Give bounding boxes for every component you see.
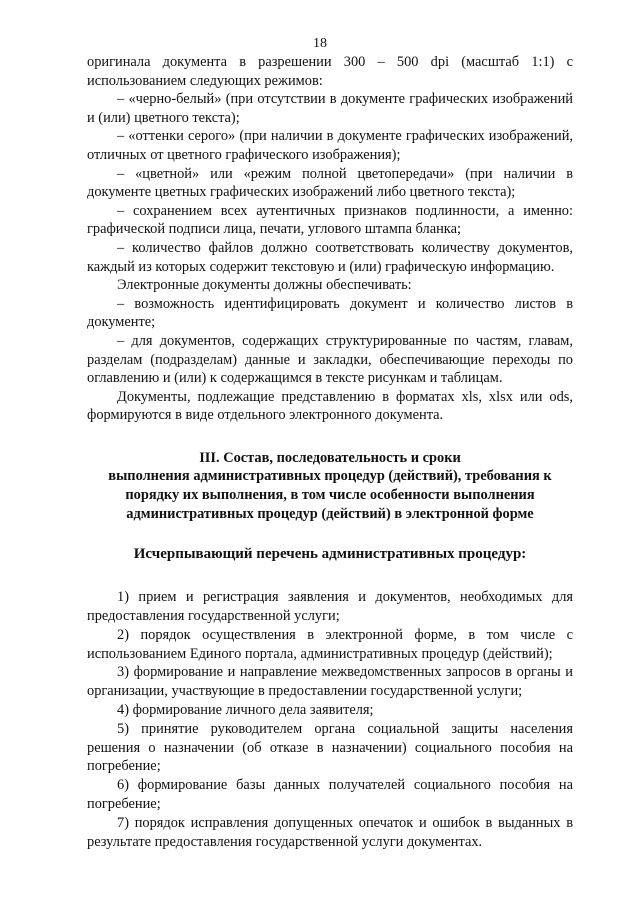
page-content xyxy=(87,53,573,851)
paragraph-authenticity: – сохранением всех аутентичных признаков подлинности, а именно: графической подписи лица, печати, углового штампа бланка; xyxy=(87,202,573,238)
procedure-item: 3) формирование и направление межведомственных запросов в органы и организации, участвующие в предоставлении государственной услуги; xyxy=(87,664,573,700)
paragraph-mode-grayscale: – «оттенки серого» (при наличии в документе графических изображений, отличных от цветного графического изображения); xyxy=(87,128,573,163)
paragraph-file-count: – количество файлов должно соответствовать количеству документов, каждый из которых содержит текстовую и (или) графическую информацию. xyxy=(87,239,573,275)
paragraph-scan-resolution: оригинала документа в разрешении 300 – 500 dpi (масштаб 1:1) с использованием следующих режимов: xyxy=(87,54,573,89)
paragraph-spreadsheet-formats: Документы, подлежащие представлению в форматах xls, xlsx или ods, формируются в виде отдельного электронного документа. xyxy=(87,388,573,424)
section-heading-line: выполнения административных процедур (действий), требования к xyxy=(108,468,552,485)
paragraph-mode-black-white: – «черно-белый» (при отсутствии в документе графических изображений и (или) цветного текста); xyxy=(87,91,573,126)
procedures-list xyxy=(87,588,573,851)
procedure-item: 1) прием и регистрация заявления и документов, необходимых для предоставления государственной услуги; xyxy=(87,589,573,625)
procedure-item: 6) формирование базы данных получателей социального пособия на погребение; xyxy=(87,777,573,813)
procedure-item: 7) порядок исправления допущенных опечаток и ошибок в выданных в результате предоставления государственной услуги документах. xyxy=(87,814,573,850)
page-number: 18 xyxy=(313,36,327,51)
paragraph-mode-color: – «цветной» или «режим полной цветопередачи» (при наличии в документе цветных графических изображений либо цветного текста); xyxy=(87,165,573,201)
procedure-item: 4) формирование личного дела заявителя; xyxy=(117,702,374,719)
section-heading-line: III. Состав, последовательность и сроки xyxy=(199,449,461,466)
section-heading-line: административных процедур (действий) в электронной форме xyxy=(126,505,534,522)
procedure-item: 5) принятие руководителем органа социальной защиты населения решения о назначении (об отказе в назначении) социального пособия на погребение; xyxy=(87,720,573,775)
paragraph-electronic-docs: Электронные документы должны обеспечивать: xyxy=(117,277,412,294)
section-heading xyxy=(87,449,573,523)
paragraph-structured-documents: – для документов, содержащих структурированные по частям, главам, разделам (подразделам) данные и закладки, обеспечивающие переходы по оглавлению и (или) к содержащимся в тексте рисункам и таблицам. xyxy=(87,332,573,387)
procedure-item: 2) порядок осуществления в электронной форме, в том числе с использованием Единого портала, административных процедур (действий); xyxy=(87,626,573,662)
paragraph-identify-document: – возможность идентифицировать документ и количество листов в документе; xyxy=(87,295,573,331)
section-heading-line: порядку их выполнения, в том числе особенности выполнения xyxy=(125,487,535,504)
procedures-subheading: Исчерпывающий перечень административных процедур: xyxy=(133,546,527,563)
